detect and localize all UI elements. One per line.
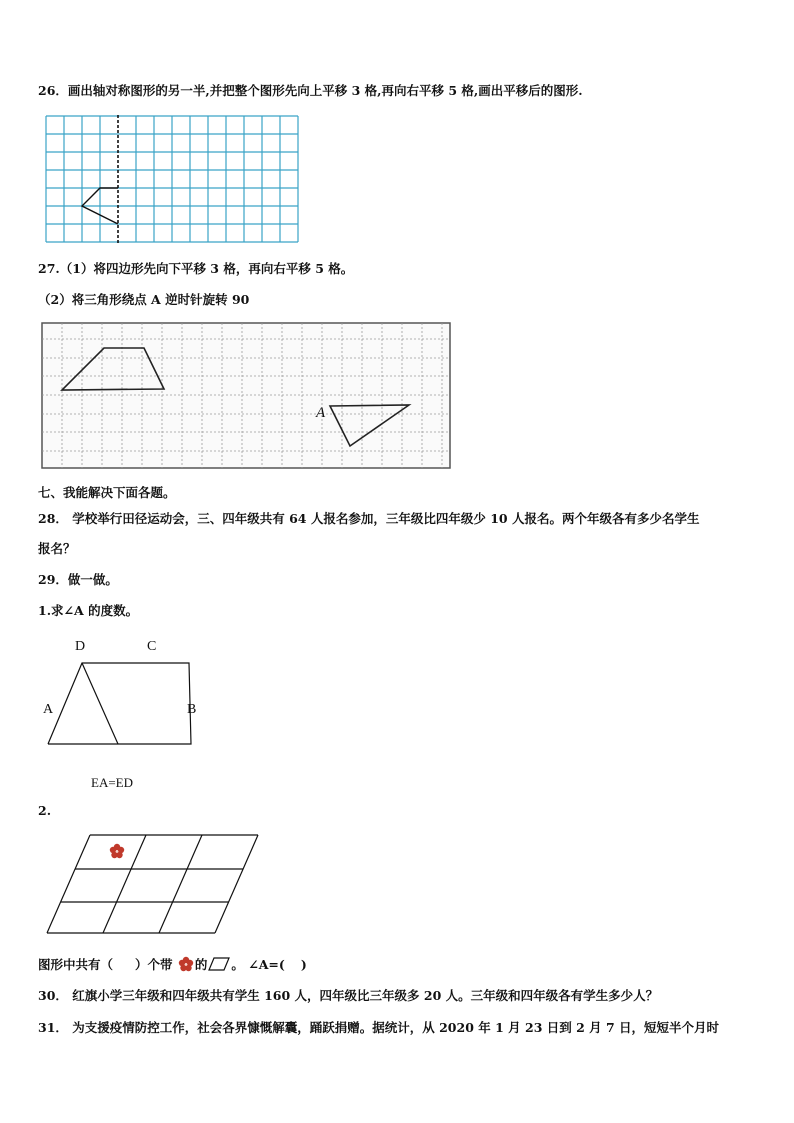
figure-27-grid bbox=[40, 320, 454, 472]
figure-26-grid bbox=[45, 115, 301, 245]
text-part-d: 。 ∠A=( bbox=[231, 957, 285, 972]
question-28-line1: 28． 学校举行田径运动会，三、四年级共有 64 人报名参加，三年级比四年级少 10 人报名。两个年级各有多少名学生 bbox=[38, 511, 700, 526]
text-part-e: ) bbox=[300, 957, 307, 972]
question-29-2-text bbox=[38, 956, 307, 974]
question-28-line2: 报名？ bbox=[38, 541, 76, 556]
question-29-1: 1.求∠A 的度数。 bbox=[38, 603, 139, 618]
vertex-d-label: D bbox=[75, 639, 86, 654]
figure-29-2-grid bbox=[46, 833, 262, 935]
question-31: 31． 为支援疫情防控工作，社会各界慷慨解囊，踊跃捐赠。据统计，从 2020 年 1 月 23 日到 2 月 7 日，短短半个月时 bbox=[38, 1020, 720, 1035]
condition-text: EA=ED bbox=[91, 775, 133, 790]
text-part-c: 的 bbox=[194, 957, 208, 972]
question-26: 26．画出轴对称图形的另一半,并把整个图形先向上平移 3 格,再向右平移 5 格,画出平移后的图形. bbox=[38, 83, 583, 98]
section-7-title: 七、我能解决下面各题。 bbox=[38, 485, 176, 500]
text-part-b: ）个带 bbox=[135, 957, 173, 972]
flower-icon bbox=[110, 844, 124, 858]
point-a-label: A bbox=[316, 405, 326, 421]
flower-icon bbox=[177, 956, 195, 972]
question-29: 29．做一做。 bbox=[38, 572, 118, 587]
vertex-b-label: B bbox=[187, 702, 197, 717]
question-27-2: （2）将三角形绕点 A 逆时针旋转 90 bbox=[38, 292, 250, 307]
vertex-c-label: C bbox=[147, 639, 157, 654]
parallelogram-icon bbox=[207, 956, 231, 972]
question-27-1: 27.（1）将四边形先向下平移 3 格，再向右平移 5 格。 bbox=[38, 261, 354, 276]
vertex-a-label: A bbox=[43, 702, 54, 717]
text-part-a: 图形中共有（ bbox=[38, 957, 114, 972]
question-30: 30． 红旗小学三年级和四年级共有学生 160 人，四年级比三年级多 20 人。三年级和四年级各有学生多少人？ bbox=[38, 988, 659, 1003]
figure-29-1-parallelogram bbox=[46, 660, 196, 748]
question-29-2: 2. bbox=[38, 803, 52, 818]
